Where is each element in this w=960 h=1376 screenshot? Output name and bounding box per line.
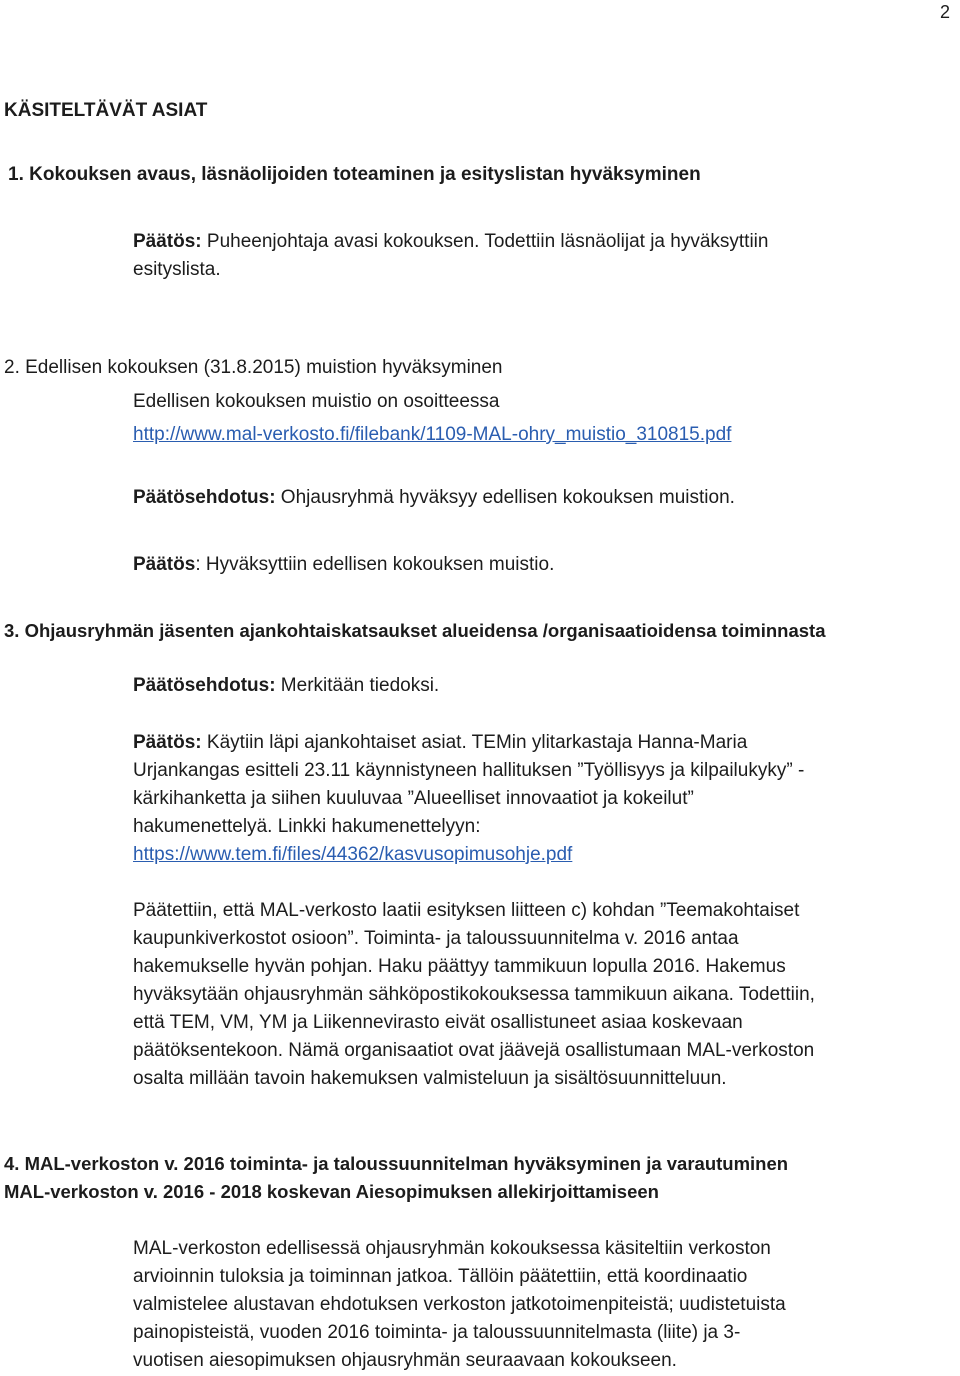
item3-proposal <box>133 674 439 698</box>
item3-decision <box>133 731 747 755</box>
item1-decision <box>133 230 768 254</box>
item1-decision-cont: esityslista. <box>133 259 221 280</box>
item1-decision-label: Päätös: <box>133 231 202 252</box>
item4-para-line: arvioinnin tuloksia ja toiminnan jatkoa. Tällöin päätettiin, että koordinaatio <box>133 1266 748 1287</box>
item3-decision-line2: Urjankangas esitteli 23.11 käynnistyneen hallituksen ”Työllisyys ja kilpailukyky” - <box>133 760 805 781</box>
item2-decision <box>133 553 554 577</box>
item3-proposal-text: Merkitään tiedoksi. <box>275 675 440 696</box>
item3-title: 3. Ohjausryhmän jäsenten ajankohtaiskatsaukset alueidensa /organisaatioidensa toiminnasta <box>4 620 826 641</box>
item3-para-line: Päätettiin, että MAL-verkosto laatii esityksen liitteen c) kohdan ”Teemakohtaiset <box>133 900 800 921</box>
item1-decision-text: Puheenjohtaja avasi kokouksen. Todettiin läsnäolijat ja hyväksyttiin <box>201 231 769 252</box>
item3-para-line: hakemukselle hyvän pohjan. Haku päättyy tammikuun lopulla 2016. Hakemus <box>133 956 786 977</box>
item3-para-line: kaupunkiverkostot osioon”. Toiminta- ja taloussuunnitelma v. 2016 antaa <box>133 928 739 949</box>
item2-proposal-text: Ohjausryhmä hyväksyy edellisen kokouksen muistion. <box>275 487 735 508</box>
item4-para-line: painopisteistä, vuoden 2016 toiminta- ja taloussuunnitelmasta (liite) ja 3- <box>133 1322 741 1343</box>
item3-decision-line3: kärkihanketta ja siihen kuuluvaa ”Alueelliset innovaatiot ja kokeilut” <box>133 788 694 809</box>
section-heading: KÄSITELTÄVÄT ASIAT <box>4 100 208 121</box>
item3-para-line: että TEM, VM, YM ja Liikennevirasto eivät osallistuneet asiaa koskevaan <box>133 1012 743 1033</box>
item2-decision-text: : Hyväksyttiin edellisen kokouksen muistio. <box>195 554 555 575</box>
item3-decision-label: Päätös: <box>133 732 202 753</box>
item2-title: 2. Edellisen kokouksen (31.8.2015) muistion hyväksyminen <box>4 357 503 378</box>
item3-para-line: osalta millään tavoin hakemuksen valmisteluun ja sisältösuunnitteluun. <box>133 1068 727 1089</box>
item2-intro: Edellisen kokouksen muistio on osoitteessa <box>133 391 500 412</box>
item4-title-cont: MAL-verkoston v. 2016 - 2018 koskevan Aiesopimuksen allekirjoittamiseen <box>4 1181 659 1202</box>
item3-application-link[interactable]: https://www.tem.fi/files/44362/kasvusopimusohje.pdf <box>133 844 573 865</box>
item4-para-line: MAL-verkoston edellisessä ohjausryhmän kokouksessa käsiteltiin verkoston <box>133 1238 771 1259</box>
item4-title: 4. MAL-verkoston v. 2016 toiminta- ja taloussuunnitelman hyväksyminen ja varautuminen <box>4 1153 789 1174</box>
item4-para-line: vuotisen aiesopimuksen ohjausryhmän seuraavaan kokoukseen. <box>133 1350 677 1371</box>
item3-decision-line4: hakumenettelyä. Linkki hakumenettelyyn: <box>133 816 481 837</box>
item2-proposal <box>133 486 735 510</box>
item2-proposal-label: Päätösehdotus: <box>133 487 276 508</box>
item3-decision-text: Käytiin läpi ajankohtaiset asiat. TEMin ylitarkastaja Hanna-Maria <box>201 732 748 753</box>
item1-title: 1. Kokouksen avaus, läsnäolijoiden toteaminen ja esityslistan hyväksyminen <box>8 164 701 185</box>
page-number: 2 <box>939 2 950 22</box>
item2-decision-label: Päätös <box>133 554 196 575</box>
item3-para-line: hyväksytään ohjausryhmän sähköpostikokouksessa tammikuun aikana. Todettiin, <box>133 984 815 1005</box>
item4-para-line: valmistelee alustavan ehdotuksen verkoston jatkotoimenpiteistä; uudistetuista <box>133 1294 786 1315</box>
item3-para-line: päätöksentekoon. Nämä organisaatiot ovat jäävejä osallistumaan MAL-verkoston <box>133 1040 815 1061</box>
item2-memo-link[interactable]: http://www.mal-verkosto.fi/filebank/1109-MAL-ohry_muistio_310815.pdf <box>133 424 732 445</box>
item3-proposal-label: Päätösehdotus: <box>133 675 276 696</box>
